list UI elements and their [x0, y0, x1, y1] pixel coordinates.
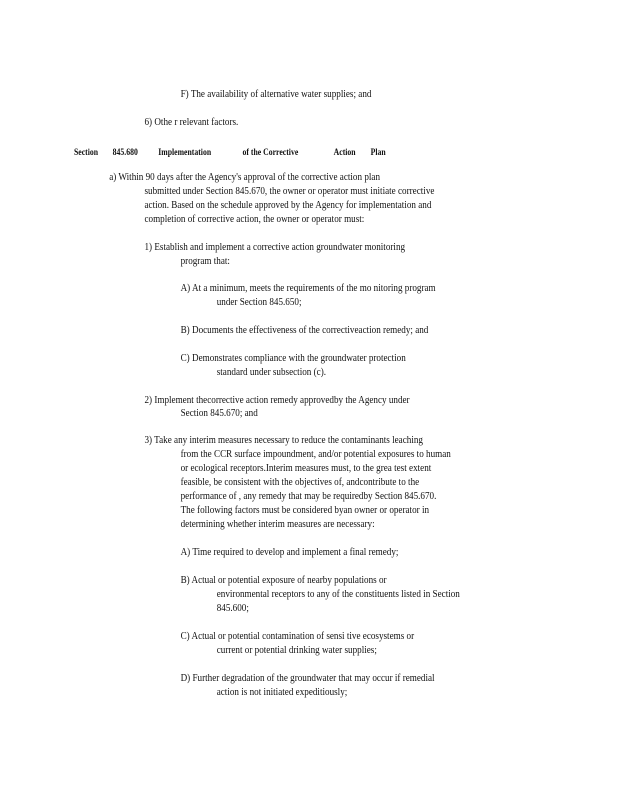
paragraph-line: action. Based on the schedule approved by the Agency for implementation and — [144, 200, 432, 211]
paragraph-line: a) Within 90 days after the Agency's approval of the corrective action plan — [109, 172, 381, 183]
paragraph-line: Section 845.670; and — [180, 408, 258, 419]
item-f-line: F) The availability of alternative water supplies; and — [180, 89, 372, 100]
paragraph-line: 3) Take any interim measures necessary to reduce the contaminants leaching — [144, 435, 423, 446]
paragraph-line: standard under subsection (c). — [216, 367, 327, 378]
paragraph-line: from the CCR surface impoundment, and/or potential exposures to human — [180, 449, 451, 460]
section-title-part: Implementation — [158, 147, 212, 157]
paragraph-line: under Section 845.650; — [216, 297, 302, 308]
item-6-line: 6) Othe r relevant factors. — [144, 117, 239, 128]
paragraph-line: C) Actual or potential contamination of sensi tive ecosystems or — [180, 631, 415, 642]
item-3a: A) Time required to develop and implement a final remedy; — [180, 547, 399, 558]
section-label: Section — [73, 147, 99, 157]
paragraph-line: The following factors must be considered byan owner or operator in — [180, 505, 430, 516]
section-title-part: of the Corrective — [242, 147, 299, 157]
paragraph-line: D) Further degradation of the groundwater that may occur if remedial — [180, 673, 435, 684]
paragraph-line: current or potential drinking water supplies; — [216, 645, 377, 656]
paragraph-line: completion of corrective action, the owner or operator must: — [144, 214, 365, 225]
paragraph-line: 1) Establish and implement a corrective action groundwater monitoring — [144, 242, 406, 253]
paragraph-line: B) Actual or potential exposure of nearby populations or — [180, 575, 387, 586]
section-title-part: Plan — [370, 147, 386, 157]
paragraph-line: program that: — [180, 256, 230, 267]
item-1b: B) Documents the effectiveness of the correctiveaction remedy; and — [180, 325, 429, 336]
paragraph-line: submitted under Section 845.670, the owner or operator must initiate corrective — [144, 186, 435, 197]
paragraph-line: environmental receptors to any of the constituents listed in Section — [216, 589, 460, 600]
paragraph-line: 845.600; — [216, 603, 249, 614]
paragraph-line: determining whether interim measures are necessary: — [180, 519, 375, 530]
section-number: 845.680 — [112, 147, 138, 157]
paragraph-line: 2) Implement thecorrective action remedy approvedby the Agency under — [144, 395, 410, 406]
section-title-part: Action — [333, 147, 356, 157]
paragraph-line: or ecological receptors.Interim measures must, to the grea test extent — [180, 463, 432, 474]
paragraph-line: C) Demonstrates compliance with the groundwater protection — [180, 353, 406, 364]
paragraph-line: feasible, be consistent with the objectives of, andcontribute to the — [180, 477, 420, 488]
paragraph-line: action is not initiated expeditiously; — [216, 687, 348, 698]
paragraph-line: A) At a minimum, meets the requirements of the mo nitoring program — [180, 283, 436, 294]
paragraph-line: performance of , any remedy that may be requiredby Section 845.670. — [180, 491, 437, 502]
